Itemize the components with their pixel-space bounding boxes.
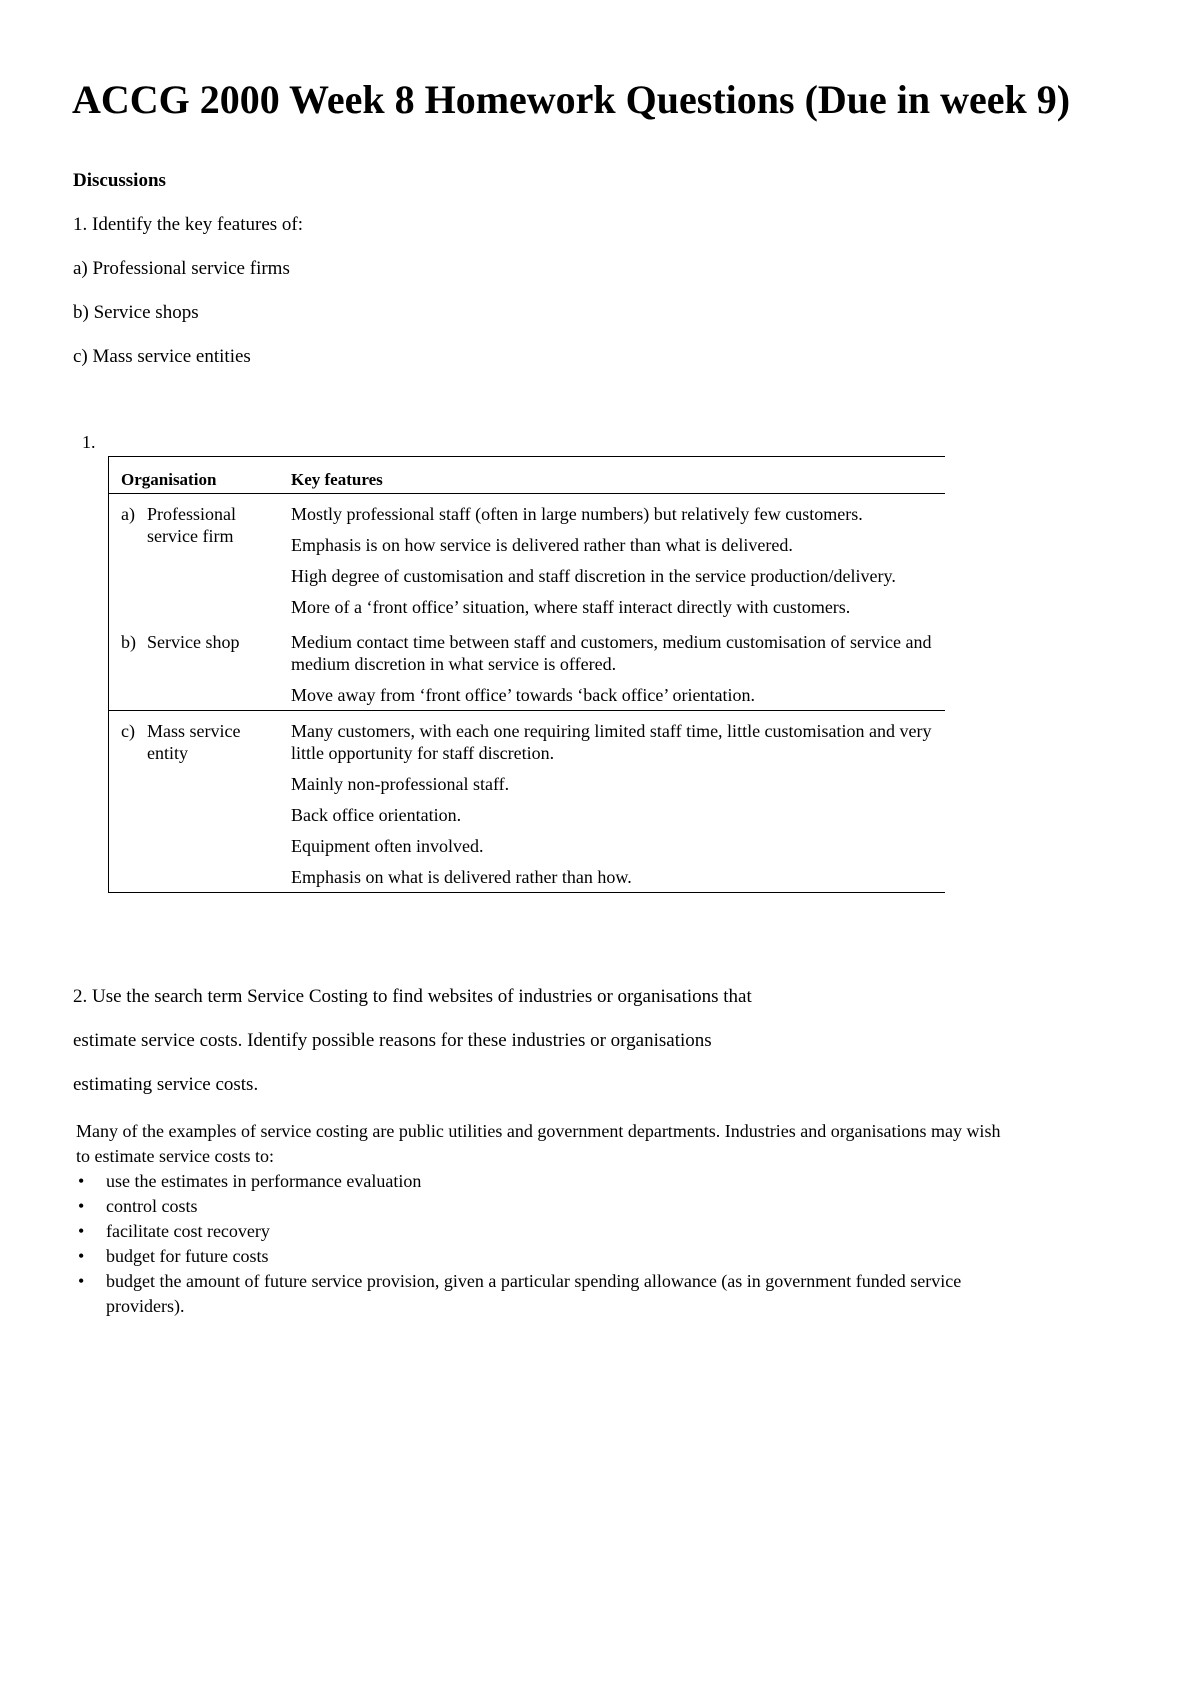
answer-1-number: 1. <box>82 432 96 452</box>
feature-text: High degree of customisation and staff discretion in the service production/delivery. <box>291 566 896 586</box>
organisation-cell <box>109 494 292 623</box>
answer-2-bullet-list <box>76 1169 1016 1319</box>
feature-text: Emphasis is on how service is delivered rather than what is delivered. <box>291 535 793 555</box>
bullet-text: facilitate cost recovery <box>106 1221 270 1241</box>
org-name: Service shop <box>147 632 240 652</box>
question-2-line-1: 2. Use the search term Service Costing to find websites of industries or organisations that <box>73 986 752 1007</box>
question-2-line-3: estimating service costs. <box>73 1074 259 1095</box>
feature-text: Mostly professional staff (often in large numbers) but relatively few customers. <box>291 504 863 524</box>
key-features-cell <box>291 622 945 711</box>
question-1-prompt: 1. Identify the key features of: <box>73 214 304 235</box>
document-title: ACCG 2000 Week 8 Homework Questions (Due in week 9) <box>72 77 1071 122</box>
feature-text: Mainly non-professional staff. <box>291 774 510 794</box>
feature-text: More of a ‘front office’ situation, where staff interact directly with customers. <box>291 597 851 617</box>
organisation-cell <box>109 622 292 711</box>
table-row-mass-service-entity <box>109 711 946 893</box>
question-2-line-2: estimate service costs. Identify possible reasons for these industries or organisations <box>73 1030 712 1051</box>
answer-2-intro: Many of the examples of service costing are public utilities and government departments. Industries and organisations may wish to estimate service costs to: <box>76 1121 1001 1166</box>
key-features-cell <box>291 494 945 623</box>
column-header-organisation: Organisation <box>109 457 292 494</box>
column-header-key-features: Key features <box>291 457 945 494</box>
feature-text: Many customers, with each one requiring limited staff time, little customisation and very little opportunity for staff discretion. <box>291 721 932 763</box>
key-features-table <box>108 456 945 893</box>
list-item <box>76 1219 1016 1244</box>
org-name: Mass service entity <box>147 721 241 763</box>
bullet-icon: • <box>78 1271 85 1291</box>
table-row-service-shop <box>109 622 946 711</box>
question-1-option-c: c) Mass service entities <box>73 346 251 367</box>
bullet-text: budget the amount of future service provision, given a particular spending allowance (as in government funded service providers). <box>106 1271 962 1316</box>
org-letter: c) <box>121 721 135 741</box>
question-1-option-a: a) Professional service firms <box>73 258 290 279</box>
bullet-icon: • <box>78 1171 85 1191</box>
feature-text: Emphasis on what is delivered rather than how. <box>291 867 632 887</box>
bullet-icon: • <box>78 1196 85 1216</box>
feature-text: Back office orientation. <box>291 805 462 825</box>
bullet-text: budget for future costs <box>106 1246 269 1266</box>
list-item <box>76 1169 1016 1194</box>
list-item <box>76 1269 1016 1319</box>
feature-text: Medium contact time between staff and customers, medium customisation of service and medium discretion in what service is offered. <box>291 632 932 674</box>
table-header-row <box>109 457 946 494</box>
table-row-professional-service-firm <box>109 494 946 623</box>
bullet-icon: • <box>78 1221 85 1241</box>
bullet-text: use the estimates in performance evaluation <box>106 1171 422 1191</box>
bullet-icon: • <box>78 1246 85 1266</box>
org-letter: b) <box>121 632 136 652</box>
feature-text: Equipment often involved. <box>291 836 484 856</box>
list-item <box>76 1244 1016 1269</box>
feature-text: Move away from ‘front office’ towards ‘back office’ orientation. <box>291 685 755 705</box>
answer-2-block <box>76 1119 1016 1319</box>
question-1-option-b: b) Service shops <box>73 302 199 323</box>
list-item <box>76 1194 1016 1219</box>
bullet-text: control costs <box>106 1196 198 1216</box>
discussions-heading: Discussions <box>73 170 166 191</box>
key-features-cell <box>291 711 945 893</box>
organisation-cell <box>109 711 292 893</box>
org-name: Professional service firm <box>147 504 236 546</box>
org-letter: a) <box>121 504 135 524</box>
